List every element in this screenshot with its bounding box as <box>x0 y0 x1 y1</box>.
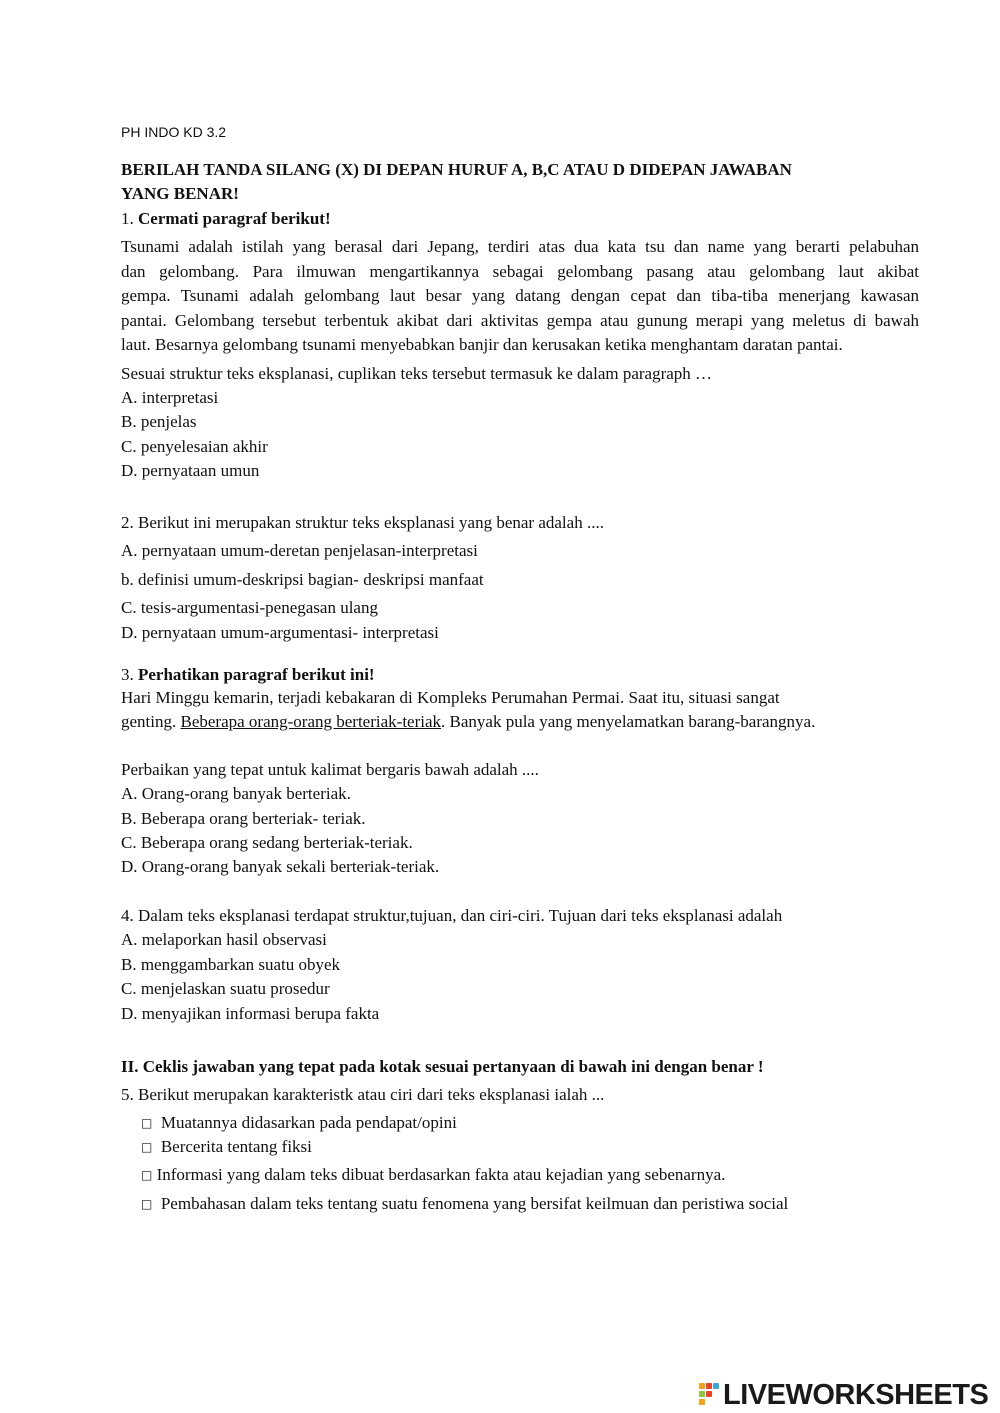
q3-underlined-sentence: Beberapa orang-orang berteriak-teriak <box>180 712 442 731</box>
q1-paragraph-line: dan gelombang. Para ilmuwan mengartikannya sebagai gelombang pasang atau gelombang laut akibat <box>121 262 919 281</box>
q3-option-d[interactable]: D. Orang-orang banyak sekali berteriak-teriak. <box>121 857 440 876</box>
q1-paragraph-line: Tsunami adalah istilah yang berasal dari Jepang, terdiri atas dua kata tsu dan name yang berarti pelabuhan <box>121 237 919 256</box>
q1-number: 1. <box>121 209 134 228</box>
q5-option-label: Informasi yang dalam teks dibuat berdasarkan fakta atau kejadian yang sebenarnya. <box>156 1165 726 1184</box>
section-2-title: II. Ceklis jawaban yang tepat pada kotak sesuai pertanyaan di bawah ini dengan benar ! <box>121 1057 764 1076</box>
q4-option-a[interactable]: A. melaporkan hasil observasi <box>121 930 327 949</box>
q5-option-4[interactable] <box>141 1192 788 1217</box>
q3-option-c[interactable]: C. Beberapa orang sedang berteriak-teriak. <box>121 833 413 852</box>
q5-option-3[interactable] <box>141 1163 725 1188</box>
document-code: PH INDO KD 3.2 <box>121 124 227 140</box>
checkbox-icon[interactable]: □ <box>141 1168 153 1182</box>
q4-option-c[interactable]: C. menjelaskan suatu prosedur <box>121 979 330 998</box>
q1-question: Sesuai struktur teks eksplanasi, cuplikan teks tersebut termasuk ke dalam paragraph … <box>121 364 713 383</box>
q1-option-b[interactable]: B. penjelas <box>121 412 197 431</box>
q5-option-1[interactable] <box>141 1111 457 1136</box>
q2-option-a[interactable]: A. pernyataan umum-deretan penjelasan-interpretasi <box>121 541 478 560</box>
q2-option-d[interactable]: D. pernyataan umum-argumentasi- interpretasi <box>121 623 439 642</box>
q3-prompt: Perhatikan paragraf berikut ini! <box>138 665 375 684</box>
q5-option-2[interactable] <box>141 1135 312 1160</box>
checkbox-icon[interactable]: □ <box>141 1116 153 1130</box>
q5-question: 5. Berikut merupakan karakteristk atau ciri dari teks eksplanasi ialah ... <box>121 1085 605 1104</box>
instruction-line-1: BERILAH TANDA SILANG (X) DI DEPAN HURUF A, B,C ATAU D DIDEPAN JAWABAN <box>121 160 792 179</box>
q4-question: 4. Dalam teks eksplanasi terdapat struktur,tujuan, dan ciri-ciri. Tujuan dari teks eksplanasi adalah <box>121 906 783 925</box>
q1-paragraph-line: laut. Besarnya gelombang tsunami menyebabkan banjir dan kerusakan ketika menghantam daratan pantai. <box>121 335 843 354</box>
q4-option-d[interactable]: D. menyajikan informasi berupa fakta <box>121 1004 380 1023</box>
q1-prompt: Cermati paragraf berikut! <box>138 209 331 228</box>
checkbox-icon[interactable]: □ <box>141 1140 153 1154</box>
q3-text-start: genting. <box>121 712 181 731</box>
q5-option-label: Bercerita tentang fiksi <box>160 1137 312 1156</box>
q3-text-end: . Banyak pula yang menyelamatkan barang-barangnya. <box>441 712 816 731</box>
logo-text: LIVEWORKSHEETS <box>723 1379 989 1411</box>
q2-option-c[interactable]: C. tesis-argumentasi-penegasan ulang <box>121 598 378 617</box>
q1-header <box>121 207 331 231</box>
q1-option-a[interactable]: A. interpretasi <box>121 388 219 407</box>
q1-paragraph-line: gempa. Tsunami adalah gelombang laut besar yang datang dengan cepat dan tiba-tiba menerjang kawasan <box>121 286 919 305</box>
q4-option-b[interactable]: B. menggambarkan suatu obyek <box>121 955 341 974</box>
checkbox-icon[interactable]: □ <box>141 1197 153 1211</box>
q3-option-b[interactable]: B. Beberapa orang berteriak- teriak. <box>121 809 366 828</box>
logo-mark-icon <box>697 1381 723 1409</box>
q5-option-label: Pembahasan dalam teks tentang suatu fenomena yang bersifat keilmuan dan peristiwa social <box>160 1194 789 1213</box>
q3-paragraph-line-1: Hari Minggu kemarin, terjadi kebakaran di Kompleks Perumahan Permai. Saat itu, situasi sangat <box>121 688 780 707</box>
q2-question: 2. Berikut ini merupakan struktur teks eksplanasi yang benar adalah .... <box>121 513 604 532</box>
q2-option-b[interactable]: b. definisi umum-deskripsi bagian- deskripsi manfaat <box>121 570 484 589</box>
q3-header <box>121 663 375 687</box>
q3-number: 3. <box>121 665 134 684</box>
q3-option-a[interactable]: A. Orang-orang banyak berteriak. <box>121 784 351 803</box>
q5-option-label: Muatannya didasarkan pada pendapat/opini <box>160 1113 457 1132</box>
q1-option-d[interactable]: D. pernyataan umun <box>121 461 260 480</box>
q3-paragraph-line-2 <box>121 710 815 734</box>
q1-option-c[interactable]: C. penyelesaian akhir <box>121 437 268 456</box>
q3-question: Perbaikan yang tepat untuk kalimat bergaris bawah adalah .... <box>121 760 539 779</box>
liveworksheets-logo[interactable] <box>697 1378 997 1412</box>
instruction-line-2: YANG BENAR! <box>121 184 239 203</box>
q1-paragraph-line: pantai. Gelombang tersebut terbentuk akibat dari aktivitas gempa atau gunung merapi yang meletus di bawah <box>121 311 919 330</box>
